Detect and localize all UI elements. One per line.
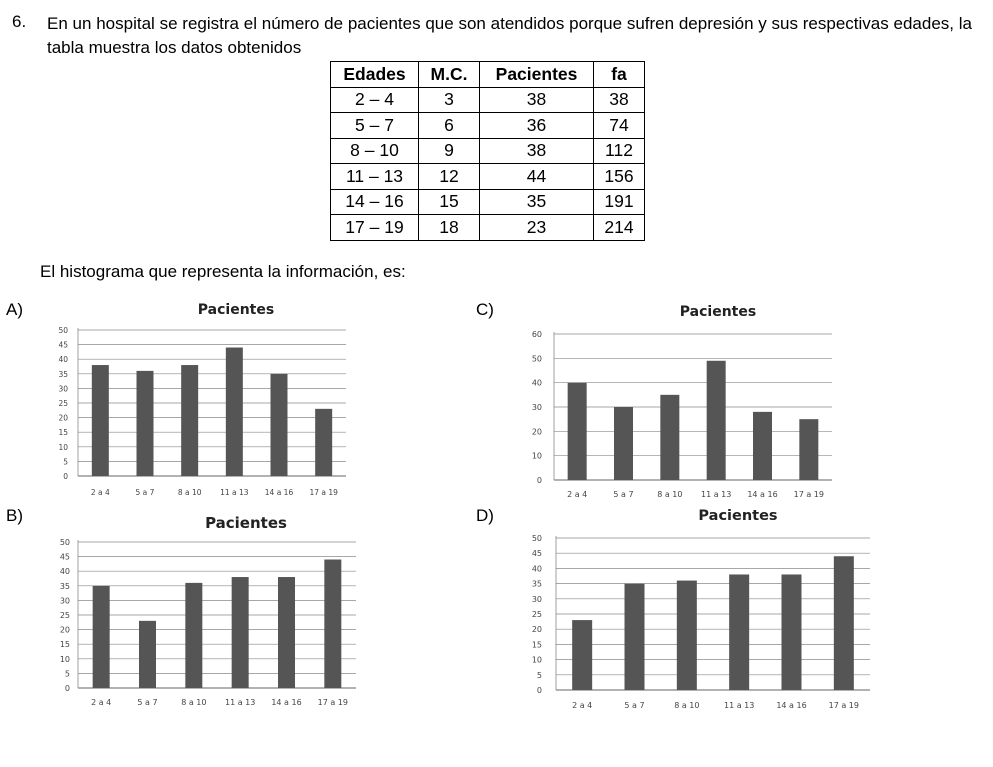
y-tick-label: 30 xyxy=(531,594,542,604)
y-tick-label: 45 xyxy=(58,340,68,350)
chart-title: Pacientes xyxy=(197,302,275,318)
x-tick-label: 2 a 4 xyxy=(90,488,110,497)
y-tick-label: 5 xyxy=(63,457,68,467)
bar xyxy=(185,583,202,688)
table-cell: 5 – 7 xyxy=(331,113,419,139)
table-cell: 14 – 16 xyxy=(331,189,419,215)
bar xyxy=(660,395,679,480)
bar xyxy=(625,584,645,690)
y-tick-label: 25 xyxy=(59,611,70,620)
chart-title: Pacientes xyxy=(205,514,287,532)
table-cell: 214 xyxy=(594,215,645,241)
bar xyxy=(782,574,802,690)
y-tick-label: 0 xyxy=(64,684,70,693)
y-tick-label: 20 xyxy=(531,625,542,635)
option-c-label: C) xyxy=(476,300,494,319)
y-tick-label: 25 xyxy=(531,610,542,619)
y-tick-label: 35 xyxy=(58,369,68,379)
y-tick-label: 10 xyxy=(58,442,68,452)
table-cell: 6 xyxy=(419,113,480,139)
y-tick-label: 40 xyxy=(58,355,68,365)
x-tick-label: 8 a 10 xyxy=(177,488,202,497)
table-cell: 9 xyxy=(419,138,480,164)
table-cell: 17 – 19 xyxy=(331,215,419,241)
x-tick-label: 17 a 19 xyxy=(828,701,860,710)
column-header: Edades xyxy=(331,62,419,88)
histogram-option-c xyxy=(520,298,840,504)
histogram-option-d xyxy=(520,504,874,714)
y-tick-label: 40 xyxy=(531,564,542,574)
histogram-option-b xyxy=(48,508,370,710)
y-tick-label: 0 xyxy=(63,472,68,481)
bar xyxy=(271,374,288,476)
bar xyxy=(93,586,110,688)
bar xyxy=(677,581,697,690)
table-row xyxy=(331,87,645,113)
bar xyxy=(278,577,295,688)
y-tick-label: 50 xyxy=(531,534,542,543)
bar xyxy=(181,365,198,476)
bar xyxy=(572,620,592,690)
bar xyxy=(614,407,633,480)
x-tick-label: 11 a 13 xyxy=(220,488,249,497)
y-tick-label: 10 xyxy=(531,655,542,665)
bar xyxy=(799,419,818,480)
table-cell: 11 – 13 xyxy=(331,164,419,190)
table-cell: 112 xyxy=(594,138,645,164)
table-header-row xyxy=(331,62,645,88)
x-tick-label: 5 a 7 xyxy=(624,701,645,710)
y-tick-label: 45 xyxy=(531,549,542,559)
y-tick-label: 10 xyxy=(59,654,70,664)
chart-title: Pacientes xyxy=(698,508,778,524)
x-tick-label: 14 a 16 xyxy=(271,698,302,707)
y-tick-label: 25 xyxy=(58,399,68,408)
table-cell: 18 xyxy=(419,215,480,241)
x-tick-label: 14 a 16 xyxy=(776,701,807,710)
table-cell: 8 – 10 xyxy=(331,138,419,164)
table-cell: 36 xyxy=(480,113,594,139)
x-tick-label: 8 a 10 xyxy=(181,698,207,707)
x-tick-label: 11 a 13 xyxy=(224,698,256,707)
table-cell: 3 xyxy=(419,87,480,113)
y-tick-label: 30 xyxy=(58,384,68,394)
y-tick-label: 20 xyxy=(59,625,70,635)
table-cell: 74 xyxy=(594,113,645,139)
question-number: 6. xyxy=(12,12,27,31)
bar xyxy=(92,365,109,476)
bar xyxy=(753,412,772,480)
y-tick-label: 40 xyxy=(59,567,70,577)
y-tick-label: 0 xyxy=(536,686,542,695)
table-cell: 38 xyxy=(594,87,645,113)
table-cell: 15 xyxy=(419,189,480,215)
bar xyxy=(568,383,587,480)
y-tick-label: 15 xyxy=(58,428,68,438)
y-tick-label: 20 xyxy=(58,413,68,423)
x-tick-label: 17 a 19 xyxy=(317,698,349,707)
x-tick-label: 11 a 13 xyxy=(700,490,732,499)
y-tick-label: 50 xyxy=(58,326,68,335)
x-tick-label: 2 a 4 xyxy=(572,701,593,710)
bar xyxy=(834,556,854,690)
bar xyxy=(324,560,341,688)
x-tick-label: 5 a 7 xyxy=(137,698,158,707)
x-tick-label: 14 a 16 xyxy=(747,490,778,499)
table-row xyxy=(331,215,645,241)
data-table xyxy=(330,61,645,241)
table-row xyxy=(331,113,645,139)
table-cell: 38 xyxy=(480,87,594,113)
table-row xyxy=(331,189,645,215)
chart-title: Pacientes xyxy=(679,304,757,320)
x-tick-label: 2 a 4 xyxy=(91,698,112,707)
x-tick-label: 5 a 7 xyxy=(135,488,155,497)
y-tick-label: 0 xyxy=(536,476,542,485)
table-row xyxy=(331,138,645,164)
y-tick-label: 40 xyxy=(531,378,542,388)
table-cell: 156 xyxy=(594,164,645,190)
column-header: Pacientes xyxy=(480,62,594,88)
bar xyxy=(226,348,243,476)
bar xyxy=(232,577,249,688)
y-tick-label: 30 xyxy=(531,403,542,412)
y-tick-label: 10 xyxy=(531,451,542,461)
y-tick-label: 50 xyxy=(59,538,70,547)
table-cell: 35 xyxy=(480,189,594,215)
table-cell: 23 xyxy=(480,215,594,241)
table-cell: 191 xyxy=(594,189,645,215)
x-tick-label: 11 a 13 xyxy=(723,701,755,710)
option-b-label: B) xyxy=(6,506,23,525)
x-tick-label: 8 a 10 xyxy=(657,490,683,499)
bar xyxy=(137,371,154,476)
option-d-label: D) xyxy=(476,506,494,525)
table-cell: 38 xyxy=(480,138,594,164)
x-tick-label: 8 a 10 xyxy=(674,701,700,710)
intro-text: El histograma que representa la información, es: xyxy=(40,262,406,281)
option-a-label: A) xyxy=(6,300,23,319)
bar xyxy=(139,621,156,688)
y-tick-label: 60 xyxy=(531,330,542,339)
y-tick-label: 35 xyxy=(531,579,542,589)
y-tick-label: 35 xyxy=(59,581,70,591)
y-tick-label: 15 xyxy=(59,640,70,650)
table-cell: 12 xyxy=(419,164,480,190)
y-tick-label: 45 xyxy=(59,552,70,562)
histogram-option-a xyxy=(48,296,360,502)
bar xyxy=(729,574,749,690)
table-row xyxy=(331,164,645,190)
table-cell: 2 – 4 xyxy=(331,87,419,113)
y-tick-label: 50 xyxy=(531,354,542,364)
y-tick-label: 5 xyxy=(64,669,70,679)
question-text: En un hospital se registra el número de pacientes que son atendidos porque sufren depresión y sus respectivas edades, la tabla muestra los datos obtenidos xyxy=(47,14,972,57)
x-tick-label: 17 a 19 xyxy=(793,490,825,499)
y-tick-label: 15 xyxy=(531,640,542,650)
bar xyxy=(707,361,726,480)
column-header: M.C. xyxy=(419,62,480,88)
x-tick-label: 17 a 19 xyxy=(309,488,338,497)
y-tick-label: 20 xyxy=(531,427,542,437)
y-tick-label: 30 xyxy=(59,596,70,606)
table-cell: 44 xyxy=(480,164,594,190)
y-tick-label: 5 xyxy=(536,670,542,680)
x-tick-label: 14 a 16 xyxy=(264,488,294,497)
x-tick-label: 5 a 7 xyxy=(613,490,634,499)
column-header: fa xyxy=(594,62,645,88)
bar xyxy=(315,409,332,476)
x-tick-label: 2 a 4 xyxy=(567,490,588,499)
